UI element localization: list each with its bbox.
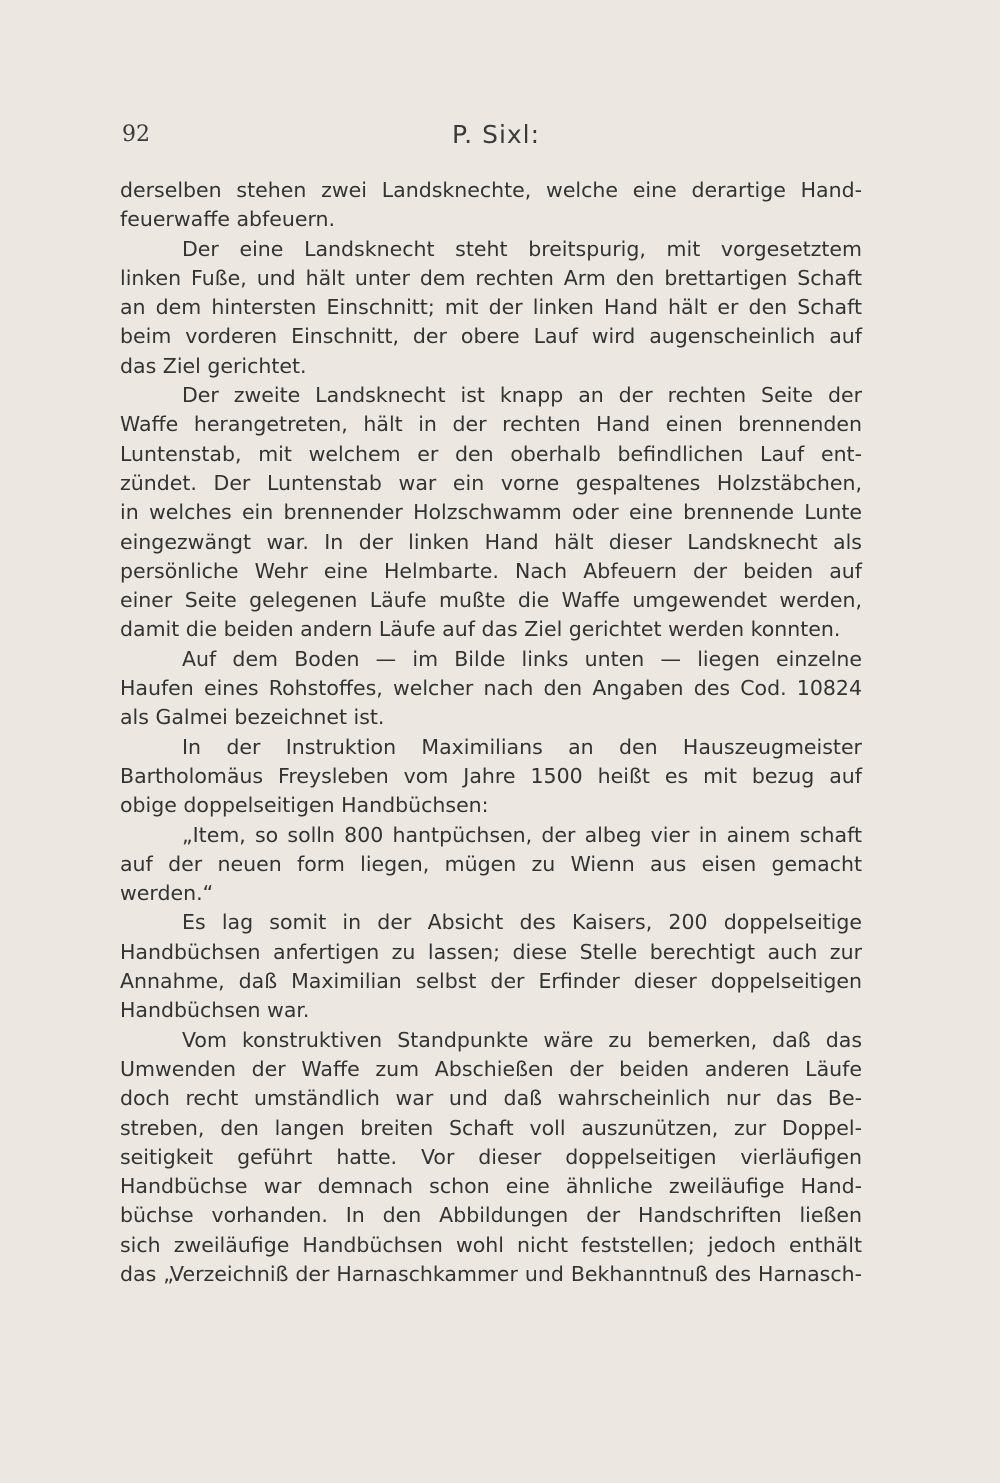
- text-line: derselben stehen zwei Landsknechte, welche eine derartige Hand-: [120, 178, 862, 202]
- text-line: Waffe herangetreten, hält in der rechten Hand einen brennenden: [120, 412, 862, 437]
- text-line: linken Fuße, und hält unter dem rechten Arm den brettartigen Schaft: [120, 265, 862, 290]
- text-line: zündet. Der Luntenstab war ein vorne gespaltenes Holzstäbchen,: [120, 470, 862, 495]
- text-line: an dem hintersten Einschnitt; mit der linken Hand hält er den Schaft: [120, 295, 862, 320]
- page-header: [122, 118, 862, 154]
- text-line: streben, den langen breiten Schaft voll auszunützen, zur Doppel-: [120, 1115, 862, 1140]
- text-line: büchse vorhanden. In den Abbildungen der Handschriften ließen: [120, 1203, 862, 1228]
- text-line: seitigkeit geführt hatte. Vor dieser doppelseitigen vierläufigen: [120, 1144, 862, 1169]
- text-line: Haufen eines Rohstoffes, welcher nach den Angaben des Cod. 10824: [120, 676, 862, 701]
- text-line: Handbüchsen war.: [120, 998, 310, 1023]
- text-line: damit die beiden andern Läufe auf das Ziel gerichtet werden konnten.: [120, 617, 841, 642]
- text-line: „Item, so solln 800 hantpüchsen, der albeg vier in ainem schaft: [182, 822, 862, 847]
- text-line: Luntenstab, mit welchem er den oberhalb befindlichen Lauf ent-: [120, 441, 862, 466]
- text-line: Umwenden der Waffe zum Abschießen der beiden anderen Läufe: [120, 1056, 862, 1081]
- text-line: beim vorderen Einschnitt, der obere Lauf wird augenscheinlich auf: [120, 324, 862, 349]
- text-line: Vom konstruktiven Standpunkte wäre zu bemerken, daß das: [182, 1027, 862, 1052]
- text-line: feuerwaffe abfeuern.: [120, 207, 336, 232]
- text-line: Der eine Landsknecht steht breitspurig, mit vorgesetztem: [182, 236, 862, 261]
- text-line: Handbüchsen anfertigen zu lassen; diese Stelle berechtigt auch zur: [120, 939, 862, 964]
- text-line: Auf dem Boden — im Bilde links unten — liegen einzelne: [182, 646, 862, 671]
- text-line: Bartholomäus Freysleben vom Jahre 1500 heißt es mit bezug auf: [120, 763, 862, 788]
- text-line: auf der neuen form liegen, mügen zu Wienn aus eisen gemacht: [120, 851, 862, 876]
- text-line: werden.“: [120, 881, 214, 906]
- text-line: Es lag somit in der Absicht des Kaisers, 200 doppelseitige: [182, 910, 862, 935]
- text-line: eingezwängt war. In der linken Hand hält dieser Landsknecht als: [120, 529, 862, 554]
- text-line: In der Instruktion Maximilians an den Hauszeugmeister: [182, 734, 862, 759]
- text-line: einer Seite gelegenen Läufe mußte die Waffe umgewendet werden,: [120, 588, 862, 613]
- text-line: obige doppelseitigen Handbüchsen:: [120, 793, 489, 818]
- body-text: [120, 176, 862, 1289]
- text-line: das „Verzeichniß der Harnaschkammer und Bekhanntnuß des Harnasch-: [120, 1261, 862, 1286]
- text-line: Annahme, daß Maximilian selbst der Erfinder dieser doppelseitigen: [120, 969, 862, 994]
- text-line: doch recht umständlich war und daß wahrscheinlich nur das Be-: [120, 1086, 862, 1111]
- text-line: sich zweiläufige Handbüchsen wohl nicht feststellen; jedoch enthält: [120, 1232, 862, 1257]
- text-line: das Ziel gerichtet.: [120, 353, 307, 378]
- text-line: Der zweite Landsknecht ist knapp an der rechten Seite der: [182, 383, 862, 408]
- text-line: Handbüchse war demnach schon eine ähnliche zweiläufige Hand-: [120, 1174, 862, 1199]
- running-title: P. Sixl:: [452, 120, 541, 149]
- text-line: in welches ein brennender Holzschwamm oder eine brennende Lunte: [120, 500, 862, 525]
- page-number: 92: [122, 122, 150, 147]
- text-line: als Galmei bezeichnet ist.: [120, 705, 385, 730]
- text-line: persönliche Wehr eine Helmbarte. Nach Abfeuern der beiden auf: [120, 558, 862, 583]
